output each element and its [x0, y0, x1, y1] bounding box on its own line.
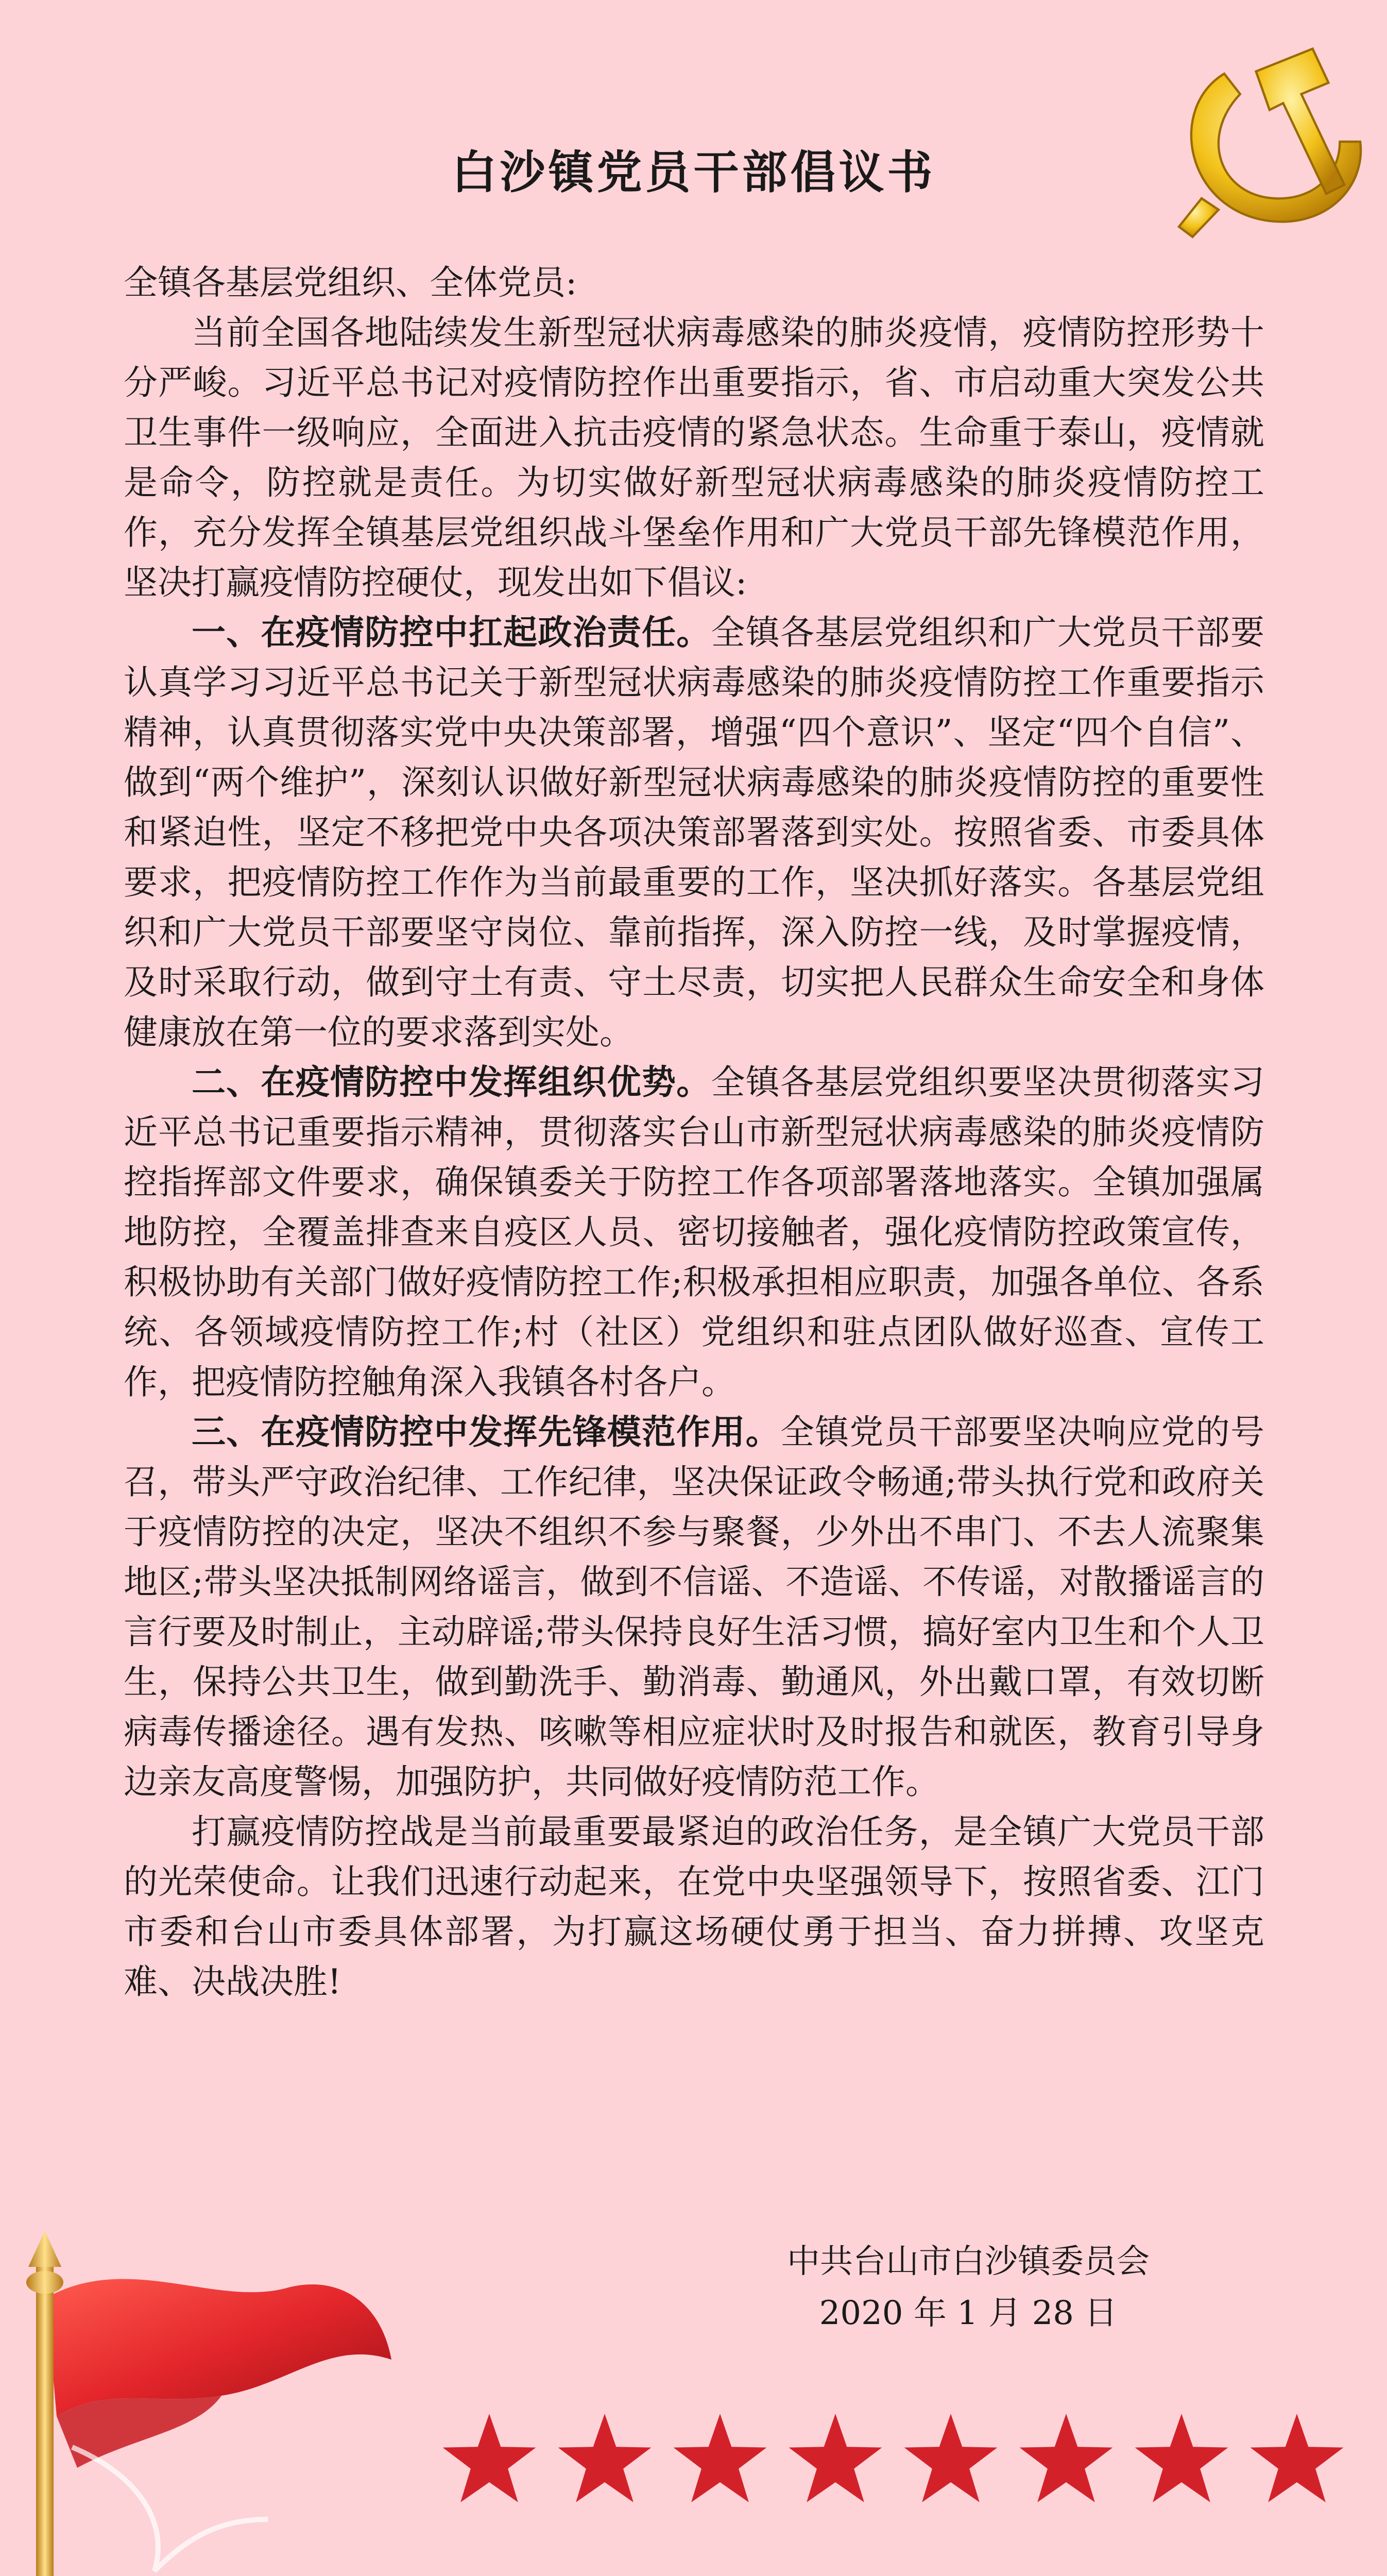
star-icon [904, 2414, 998, 2502]
star-icon [1020, 2414, 1113, 2502]
section-text-3: 全镇党员干部要坚决响应党的号召，带头严守政治纪律、工作纪律，坚决保证政令畅通;带头执行党和政府关于疫情防控的决定，坚决不组织不参与聚餐，少外出不串门、不去人流聚集地区;带头坚决抵制网络谣言，做到不信谣、不造谣、不传谣，对散播谣言的言行要及时制止，主动辟谣;带头保持良好生活习惯，搞好室内卫生和个人卫生，保持公共卫生，做到勤洗手、勤消毒、勤通风，外出戴口罩，有效切断病毒传播途径。遇有发热、咳嗽等相应症状时及时报告和就医，教育引导身边亲友高度警惕，加强防护，共同做好疫情防范工作。 [124, 1412, 1265, 1802]
section-heading-1: 一、在疫情防控中扛起政治责任。 [192, 612, 711, 652]
section-paragraph-3 [124, 1407, 1264, 1807]
signature-organization: 中共台山市白沙镇委员会 [787, 2243, 1150, 2281]
document-body [124, 258, 1264, 2007]
intro-paragraph: 当前全国各地陆续发生新型冠状病毒感染的肺炎疫情，疫情防控形势十分严峻。习近平总书记对疫情防控作出重要指示，省、市启动重大突发公共卫生事件一级响应，全面进入抗击疫情的紧急状态。生命重于泰山，疫情就是命令，防控就是责任。为切实做好新型冠状病毒感染的肺炎疫情防控工作，充分发挥全镇基层党组织战斗堡垒作用和广大党员干部先锋模范作用，坚决打赢疫情防控硬仗，现发出如下倡议: [124, 313, 1264, 602]
star-icon [789, 2414, 882, 2502]
section-text-1: 全镇各基层党组织和广大党员干部要认真学习习近平总书记关于新型冠状病毒感染的肺炎疫情防控工作重要指示精神，认真贯彻落实党中央决策部署，增强“四个意识”、坚定“四个自信”、做到“两个维护”，深刻认识做好新型冠状病毒感染的肺炎疫情防控的重要性和紧迫性，坚定不移把党中央各项决策部署落到实处。按照省委、市委具体要求，把疫情防控工作作为当前最重要的工作，坚决抓好落实。各基层党组织和广大党员干部要坚守岗位、靠前指挥，深入防控一线，及时掌握疫情，及时采取行动，做到守土有责、守土尽责，切实把人民群众生命安全和身体健康放在第一位的要求落到实处。 [124, 613, 1264, 1052]
star-icon [1135, 2414, 1228, 2502]
star-icon [443, 2414, 536, 2502]
star-icon [1251, 2414, 1344, 2502]
document-title: 白沙镇党员干部倡议书 [451, 145, 936, 199]
star-icon [674, 2414, 767, 2502]
star-icon [558, 2414, 652, 2502]
section-heading-2: 二、在疫情防控中发挥组织优势。 [192, 1062, 711, 1102]
salutation: 全镇各基层党组织、全体党员: [124, 263, 577, 302]
star-row [443, 2401, 1370, 2524]
section-heading-3: 三、在疫情防控中发挥先锋模范作用。 [192, 1412, 780, 1452]
section-text-2: 全镇各基层党组织要坚决贯彻落实习近平总书记重要指示精神，贯彻落实台山市新型冠状病毒感染的肺炎疫情防控指挥部文件要求，确保镇委关于防控工作各项部署落地落实。全镇加强属地防控，全覆盖排查来自疫区人员、密切接触者，强化疫情防控政策宣传，积极协助有关部门做好疫情防控工作;积极承担相应职责，加强各单位、各系统、各领域疫情防控工作;村（社区）党组织和驻点团队做好巡查、宣传工作，把疫情防控触角深入我镇各村各户。 [124, 1062, 1264, 1402]
signature-block [773, 2236, 1164, 2339]
section-paragraph-2 [124, 1057, 1264, 1407]
signature-date: 2020 年 1 月 28 日 [819, 2294, 1118, 2332]
section-paragraph-1 [124, 607, 1264, 1057]
red-flag-icon [0, 2231, 402, 2576]
closing-paragraph: 打赢疫情防控战是当前最重要最紧迫的政治任务，是全镇广大党员干部的光荣使命。让我们迅速行动起来，在党中央坚强领导下，按照省委、江门市委和台山市委具体部署，为打赢这场硬仗勇于担当、奋力拼搏、攻坚克难、决战决胜! [124, 1812, 1264, 2002]
